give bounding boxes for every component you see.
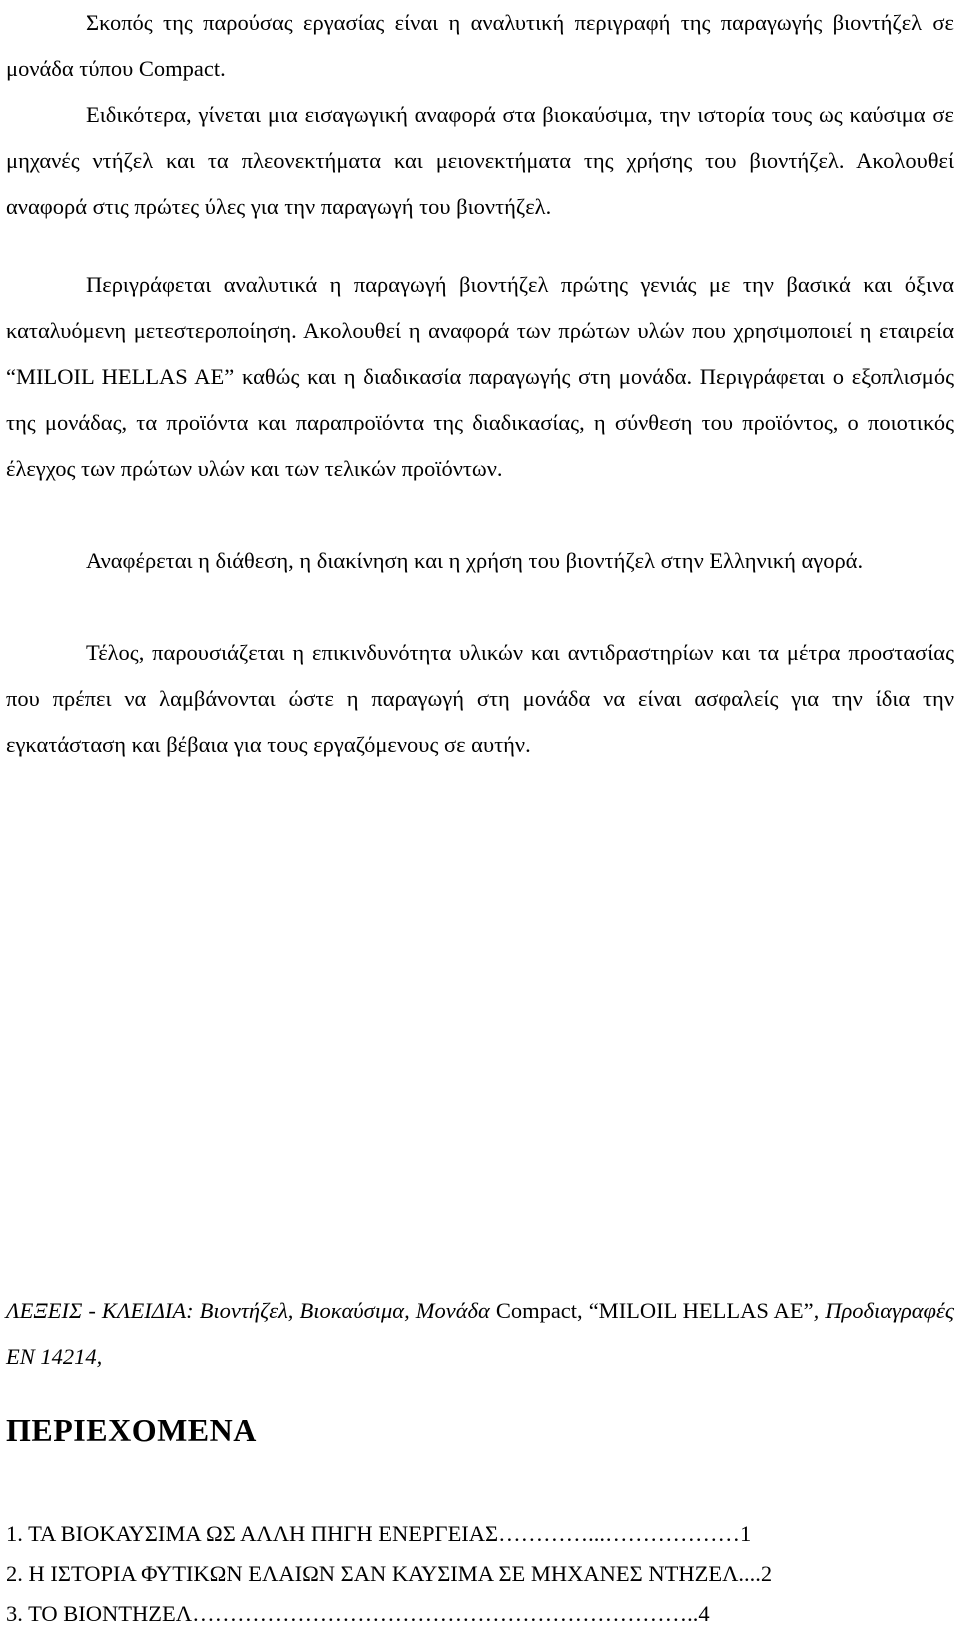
paragraph-market: Αναφέρεται η διάθεση, η διακίνηση και η χρήση του βιοντήζελ στην Ελληνική αγορά. bbox=[86, 548, 864, 573]
paragraph-introduction: Ειδικότερα, γίνεται μια εισαγωγική αναφορά στα βιοκαύσιμα, την ιστορία τους ως καύσιμα σε μηχανές ντήζελ και τα πλεονεκτήματα και μειονεκτήματα της χρήσης του βιοντήζελ. Ακολουθεί αναφορά στις πρώτες ύλες για την παραγωγή του βιοντήζελ. bbox=[6, 102, 954, 219]
paragraph-safety: Τέλος, παρουσιάζεται η επικινδυνότητα υλικών και αντιδραστηρίων και τα μέτρα προστασίας που πρέπει να λαμβάνονται ώστε η παραγωγή στη μονάδα να είναι ασφαλείς για την ίδια την εγκατάσταση και βέβαια για τους εργαζόμενους σε αυτήν. bbox=[6, 640, 954, 757]
paragraph-purpose: Σκοπός της παρούσας εργασίας είναι η αναλυτική περιγραφή της παραγωγής βιοντήζελ σε μονάδα τύπου Compact. bbox=[6, 10, 954, 81]
keywords-terms-b: , Προδιαγραφές ΕΝ 14214, bbox=[6, 1298, 954, 1369]
toc-title: ΠΕΡΙΕΧΟΜΕΝΑ bbox=[6, 1412, 257, 1448]
keywords-line bbox=[6, 1288, 954, 1380]
keywords-label: ΛΕΞΕΙΣ - ΚΛΕΙΔΙΑ: bbox=[6, 1298, 194, 1323]
toc-list bbox=[6, 1514, 954, 1634]
toc-item[interactable]: 1. ΤΑ ΒΙΟΚΑΥΣΙΜΑ ΩΣ ΑΛΛΗ ΠΗΓΗ ΕΝΕΡΓΕΙΑΣ…………...………………1 bbox=[6, 1521, 752, 1546]
toc-item[interactable]: 2. Η ΙΣΤΟΡΙΑ ΦΥΤΙΚΩΝ ΕΛΑΙΩΝ ΣΑΝ ΚΑΥΣΙΜΑ ΣΕ ΜΗΧΑΝΕΣ ΝΤΗΖΕΛ....2 bbox=[6, 1561, 773, 1586]
paragraph-production: Περιγράφεται αναλυτικά η παραγωγή βιοντήζελ πρώτης γενιάς με την βασικά και όξινα καταλυόμενη μετεστεροποίηση. Ακολουθεί η αναφορά των πρώτων υλών που χρησιμοποιεί η εταιρεία “MILOIL HELLAS AE” καθώς και η διαδικασία παραγωγής στη μονάδα. Περιγράφεται ο εξοπλισμός της μονάδας, τα προϊόντα και παραπροϊόντα της διαδικασίας, η σύνθεση του προϊόντος, ο ποιοτικός έλεγχος των πρώτων υλών και των τελικών προϊόντων. bbox=[6, 272, 954, 481]
keywords-terms-a: Βιοντήζελ, Βιοκαύσιμα, Μονάδα bbox=[193, 1298, 490, 1323]
toc-item[interactable]: 3. ΤΟ ΒΙΟΝΤΗΖΕΛ…………………………………………………………..4 bbox=[6, 1601, 710, 1626]
keywords-term-plain: Compact, “MILOIL HELLAS AE” bbox=[489, 1298, 814, 1323]
